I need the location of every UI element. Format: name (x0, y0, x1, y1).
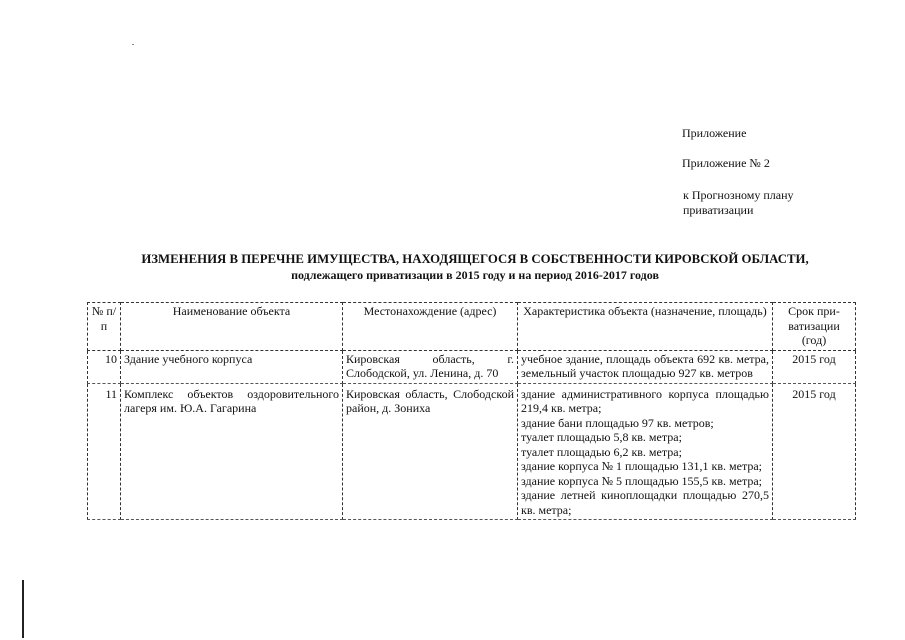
annex-number: Приложение № 2 (682, 156, 770, 170)
header-number: № п/п (88, 303, 121, 351)
table-row (88, 350, 856, 383)
object-name: Комплекс объектов оздоровительного лагеря им. Ю.А. Гагарина (121, 383, 343, 520)
object-characteristics: учебное здание, площадь объекта 692 кв. метра, земельный участок площадью 927 кв. метров (518, 350, 773, 383)
document-title: ИЗМЕНЕНИЯ В ПЕРЕЧНЕ ИМУЩЕСТВА, НАХОДЯЩЕГОСЯ В СОБСТВЕННОСТИ КИРОВСКОЙ ОБЛАСТИ, (141, 252, 809, 266)
scan-speck (132, 44, 134, 45)
scan-edge-mark (22, 580, 24, 638)
characteristic-item: здание корпуса № 5 площадью 155,5 кв. метра; (521, 473, 763, 488)
header-characteristics: Характеристика объекта (назначение, площадь) (518, 303, 773, 351)
header-name: Наименование объекта (121, 303, 343, 351)
privatization-term: 2015 год (773, 383, 856, 520)
object-name: Здание учебного корпуса (121, 350, 343, 383)
table-header-row (88, 303, 856, 351)
header-address: Местонахождение (адрес) (343, 303, 518, 351)
characteristic-item: здание бани площадью 97 кв. метров; (521, 415, 714, 430)
characteristic-item: туалет площадью 5,8 кв. метра; (521, 430, 682, 444)
row-number: 11 (88, 383, 121, 520)
property-table (87, 302, 856, 520)
header-term: Срок при-ватизации (год) (773, 303, 856, 351)
annex-reference: к Прогнозному плану приватизации (683, 188, 794, 217)
annex-title: Приложение (682, 126, 747, 140)
characteristic-item: туалет площадью 6,2 кв. метра; (521, 444, 682, 459)
characteristic-item: здание административного корпуса площадью 219,4 кв. метра; (521, 386, 769, 415)
privatization-term: 2015 год (773, 350, 856, 383)
object-address: Кировская область, Слободской район, д. Зониха (343, 383, 518, 520)
table-row (88, 383, 856, 520)
characteristic-item: здание летней киноплощадки площадью 270,5 кв. метра; (521, 488, 769, 517)
row-number: 10 (88, 350, 121, 383)
document-subtitle: подлежащего приватизации в 2015 году и на период 2016-2017 годов (291, 268, 659, 282)
object-address: Кировская область, г. Слободской, ул. Ленина, д. 70 (343, 350, 518, 383)
object-characteristics (518, 383, 773, 520)
characteristic-item: здание корпуса № 1 площадью 131,1 кв. метра; (521, 459, 763, 473)
